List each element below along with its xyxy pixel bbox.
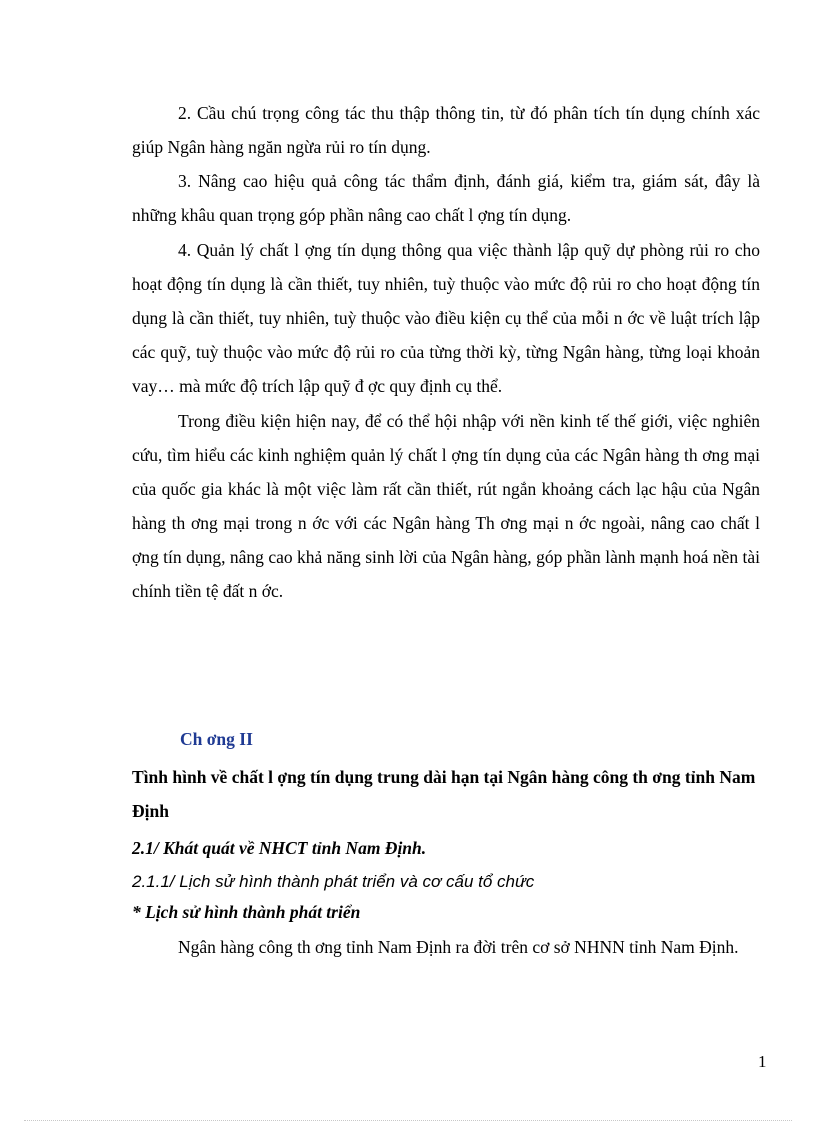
section-body-paragraph: Ngân hàng công th ơng tỉnh Nam Định ra đời trên cơ sở NHNN tỉnh Nam Định. [178,937,739,957]
paragraph-4: Trong điều kiện hiện nay, để có thể hội nhập với nền kinh tế thế giới, việc nghiên cứu, tìm hiểu các kinh nghiệm quản lý chất l ợng tín dụng của các Ngân hàng th ơng mại của quốc gia khác là một việc làm rất cần thiết, rút ngắn khoảng cách lạc hậu của Ngân hàng th ơng mại trong n ớc với các Ngân hàng Th ơng mại n ớc ngoài, nâng cao chất l ợng tín dụng, nâng cao khả năng sinh lời của Ngân hàng, góp phần lành mạnh hoá nền tài chính tiền tệ đất n ớc. [132,411,760,601]
section-subheading: 2.1.1/ Lịch sử hình thành phát triển và cơ cấu tổ chức [132,872,535,891]
page-number: 1 [758,1052,767,1071]
section-subsubheading: * Lịch sử hình thành phát triển [132,902,361,922]
footer-divider [24,1120,792,1121]
section-heading: 2.1/ Khát quát về NHCT tỉnh Nam Định. [132,838,427,858]
paragraph-3: 4. Quản lý chất l ợng tín dụng thông qua việc thành lập quỹ dự phòng rủi ro cho hoạt động tín dụng là cần thiết, tuy nhiên, tuỳ thuộc vào mức độ rủi ro cho hoạt động tín dụng là cần thiết, tuy nhiên, tuỳ thuộc vào điều kiện cụ thể của mỗi n ớc về luật trích lập các quỹ, tuỳ thuộc vào mức độ rủi ro của từng thời kỳ, từng Ngân hàng, từng loại khoản vay… mà mức độ trích lập quỹ đ ợc quy định cụ thể. [132,240,760,396]
chapter-title: Tình hình về chất l ợng tín dụng trung dài hạn tại Ngân hàng công th ơng tỉnh Nam Định [132,767,756,821]
chapter-label: Ch ơng II [180,729,253,749]
paragraph-2: 3. Nâng cao hiệu quả công tác thẩm định, đánh giá, kiểm tra, giám sát, đây là những khâu quan trọng góp phần nâng cao chất l ợng tín dụng. [132,171,760,225]
paragraph-1: 2. Cầu chú trọng công tác thu thập thông tin, từ đó phân tích tín dụng chính xác giúp Ngân hàng ngăn ngừa rủi ro tín dụng. [132,103,760,157]
